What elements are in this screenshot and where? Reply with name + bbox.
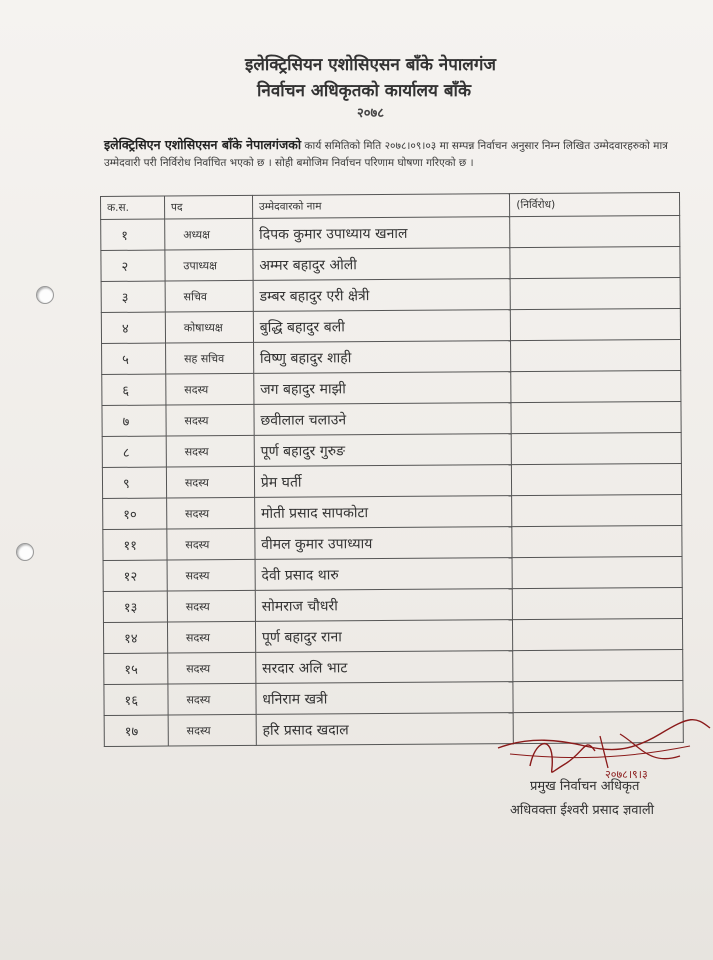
row-post: कोषाध्यक्ष — [165, 311, 253, 343]
table-row — [104, 649, 683, 684]
row-serial: १४ — [103, 622, 167, 653]
table-row — [103, 494, 682, 529]
row-candidate-name: विष्णु बहादुर शाही — [253, 341, 511, 374]
row-serial: ६ — [102, 374, 166, 405]
row-status — [511, 370, 681, 402]
table-row — [101, 277, 680, 312]
row-candidate-name: हरि प्रसाद खदाल — [256, 713, 514, 746]
row-candidate-name: दिपक कुमार उपाध्याय खनाल — [253, 217, 511, 250]
row-serial: १२ — [103, 560, 167, 591]
signatory-title: प्रमुख निर्वाचन अधिकृत — [530, 779, 640, 794]
row-candidate-name: धनिराम खत्री — [256, 682, 514, 715]
document-title: इलेक्ट्रिसियन एशोसिएसन बाँके नेपालगंज — [245, 55, 497, 75]
row-post: सदस्य — [168, 714, 256, 746]
row-post: सचिव — [165, 280, 253, 312]
row-status — [513, 649, 683, 681]
row-candidate-name: देवी प्रसाद थारु — [255, 558, 513, 591]
row-candidate-name: पूर्ण बहादुर राना — [255, 620, 513, 653]
row-candidate-name: पूर्ण बहादुर गुरुङ — [254, 434, 512, 467]
row-serial: १३ — [103, 591, 167, 622]
row-candidate-name: सोमराज चौधरी — [255, 589, 513, 622]
intro-body: कार्य समितिको मिति २०७८।०९।०३ मा सम्पन्न निर्वाचन अनुसार निम्न लिखित उम्मेदवारहरुको मात्र उम्मेदवारी परी निर्विरोध निर्वाचित भएको छ । सोही बमोजिम निर्वाचन परिणाम घोषणा गरिएको छ । — [104, 140, 668, 169]
row-serial: १७ — [104, 715, 168, 746]
signature-scribble — [490, 706, 713, 786]
row-candidate-name: प्रेम घर्ती — [254, 465, 512, 498]
table-row — [103, 618, 682, 653]
row-status — [513, 618, 683, 650]
row-status — [511, 339, 681, 371]
row-post: अध्यक्ष — [165, 218, 253, 250]
row-serial: ११ — [103, 529, 167, 560]
punch-hole-top — [36, 286, 54, 304]
header-name: उम्मेदवारको नाम — [252, 194, 510, 219]
row-post: उपाध्यक्ष — [165, 249, 253, 281]
row-candidate-name: सरदार अलि भाट — [256, 651, 514, 684]
row-serial: १६ — [104, 684, 168, 715]
table-row — [101, 215, 680, 250]
office-title: निर्वाचन अधिकृतको कार्यालय बाँके — [257, 81, 472, 101]
row-post: सदस्य — [166, 404, 254, 436]
header-post: पद — [164, 195, 252, 219]
signature-date: २०७८।९।३ — [605, 768, 648, 781]
row-status — [510, 277, 680, 309]
row-status — [511, 308, 681, 340]
table-row — [101, 308, 680, 343]
table-row — [103, 587, 682, 622]
row-post: सदस्य — [167, 559, 255, 591]
row-candidate-name: डम्बर बहादुर एरी क्षेत्री — [253, 279, 511, 312]
table-row — [102, 401, 681, 436]
intro-paragraph — [104, 136, 669, 172]
row-status — [511, 401, 681, 433]
row-post: सह सचिव — [165, 342, 253, 374]
row-candidate-name: अम्मर बहादुर ओली — [253, 248, 511, 281]
row-serial: ५ — [102, 343, 166, 374]
row-status — [512, 494, 682, 526]
row-candidate-name: छवीलाल चलाउने — [254, 403, 512, 436]
row-status — [513, 587, 683, 619]
row-serial: ३ — [101, 281, 165, 312]
row-serial: १५ — [104, 653, 168, 684]
row-serial: ८ — [102, 436, 166, 467]
row-post: सदस्य — [166, 373, 254, 405]
row-serial: ४ — [101, 312, 165, 343]
year-mark: २०७८ — [357, 106, 385, 121]
table-row — [101, 246, 680, 281]
punch-hole-bottom — [16, 543, 34, 561]
row-status — [510, 215, 680, 247]
table-row — [103, 525, 682, 560]
row-serial: २ — [101, 250, 165, 281]
row-post: सदस्य — [166, 435, 254, 467]
row-post: सदस्य — [167, 590, 255, 622]
row-serial: ९ — [102, 467, 166, 498]
row-candidate-name: बुद्धि बहादुर बली — [253, 310, 511, 343]
row-post: सदस्य — [166, 466, 254, 498]
header-sn: क.स. — [101, 196, 165, 219]
table-row — [102, 370, 681, 405]
signatory-name: अधिवक्ता ईश्वरी प्रसाद ज्ञवाली — [510, 803, 655, 818]
row-post: सदस्य — [168, 652, 256, 684]
row-serial: १ — [101, 219, 165, 250]
table-row — [102, 339, 681, 374]
row-status — [510, 246, 680, 278]
row-status — [512, 463, 682, 495]
row-candidate-name: जग बहादुर माझी — [254, 372, 512, 405]
row-serial: ७ — [102, 405, 166, 436]
row-post: सदस्य — [167, 528, 255, 560]
row-post: सदस्य — [167, 497, 255, 529]
row-post: सदस्य — [167, 621, 255, 653]
intro-lead: इलेक्ट्रिसिएन एशोसिएसन बाँके नेपालगंजको — [104, 137, 302, 152]
row-status — [512, 556, 682, 588]
row-candidate-name: वीमल कुमार उपाध्याय — [255, 527, 513, 560]
table-row — [102, 432, 681, 467]
row-candidate-name: मोती प्रसाद सापकोटा — [254, 496, 512, 529]
header-status: (निर्विरोध) — [510, 192, 680, 216]
row-serial: १० — [103, 498, 167, 529]
results-table — [100, 192, 684, 747]
row-status — [512, 525, 682, 557]
row-status — [511, 432, 681, 464]
table-row — [103, 556, 682, 591]
row-post: सदस्य — [168, 683, 256, 715]
table-row — [102, 463, 681, 498]
